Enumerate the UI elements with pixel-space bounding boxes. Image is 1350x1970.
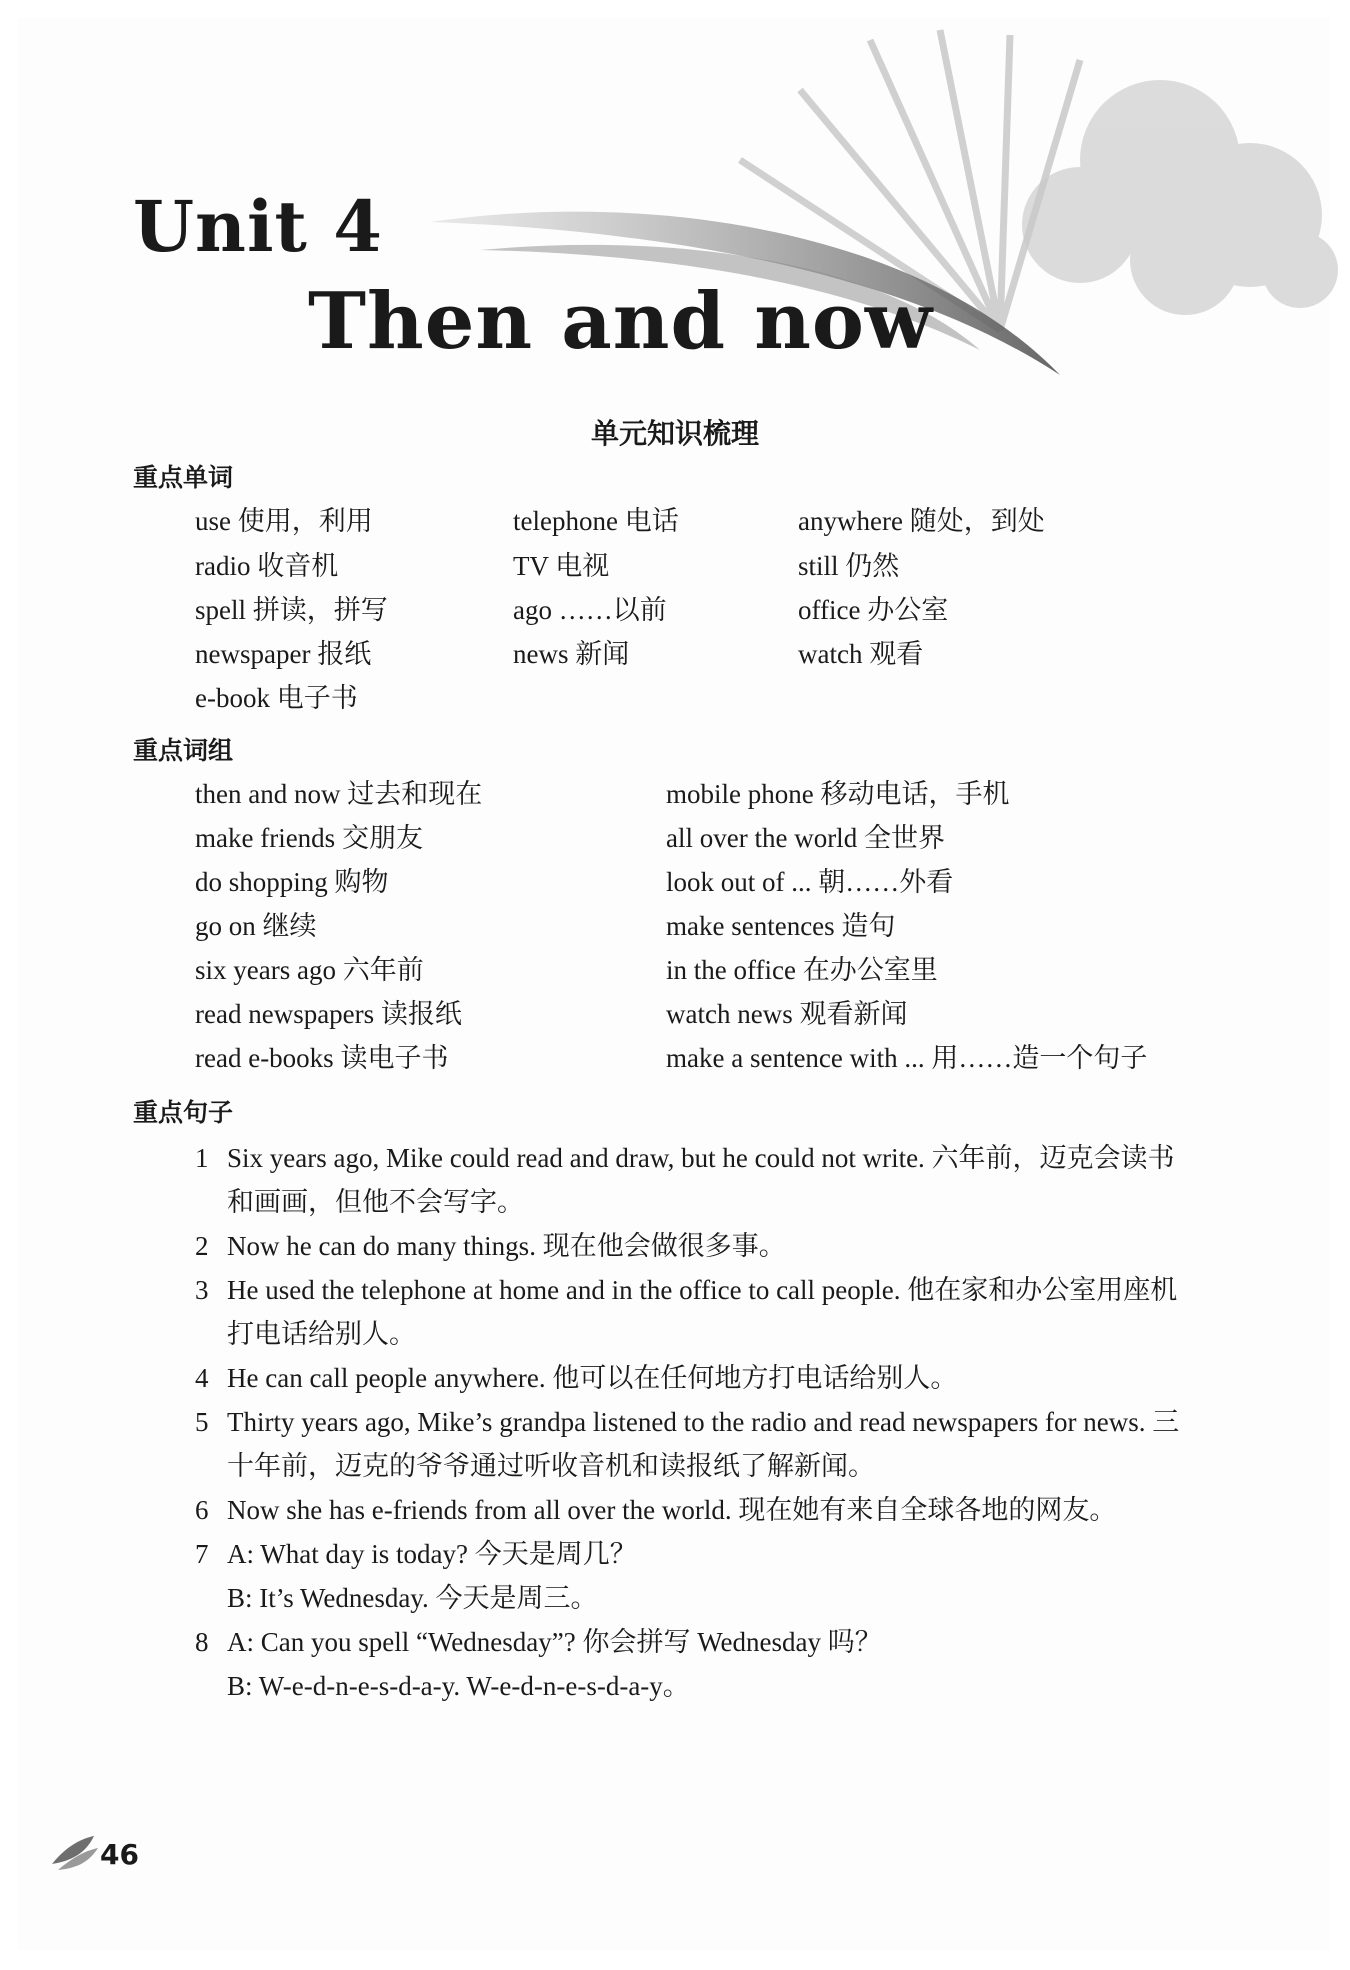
sentence-text: Six years ago, Mike could read and draw, but he could not write. 六年前，迈克会读书和画画，但他不会写字。 xyxy=(227,1143,1175,1217)
phrase-en: in the office xyxy=(666,955,796,985)
word-en: still xyxy=(798,551,839,581)
word-en: news xyxy=(513,639,569,669)
phrase-zh: 观看新闻 xyxy=(799,999,908,1029)
phrase-item xyxy=(666,822,945,854)
word-item xyxy=(195,682,358,714)
phrase-en: do shopping xyxy=(195,867,328,897)
sentence-number: 4 xyxy=(195,1363,209,1393)
sentences-heading: 重点句子 xyxy=(133,1098,234,1127)
phrase-item xyxy=(195,954,424,986)
phrase-en: all over the world xyxy=(666,823,858,853)
phrase-item xyxy=(195,1042,448,1074)
word-zh: 收音机 xyxy=(257,551,339,581)
phrase-zh: 购物 xyxy=(334,867,389,897)
word-en: radio xyxy=(195,551,251,581)
word-zh: 电视 xyxy=(555,551,610,581)
phrase-item xyxy=(666,778,1009,810)
word-zh: 电子书 xyxy=(276,683,358,713)
sentence-text: Now she has e-friends from all over the world. 现在她有来自全球各地的网友。 xyxy=(227,1495,1117,1525)
sentence-text: B: It’s Wednesday. 今天是周三。 xyxy=(227,1583,598,1613)
phrase-en: make friends xyxy=(195,823,336,853)
word-item xyxy=(513,594,667,626)
sentence-text: He can call people anywhere. 他可以在任何地方打电话给别人。 xyxy=(227,1363,958,1393)
phrase-en: make sentences xyxy=(666,911,835,941)
word-zh: 新闻 xyxy=(575,639,630,669)
word-zh: 电话 xyxy=(624,506,679,536)
word-en: newspaper xyxy=(195,639,311,669)
sentence-text: B: W-e-d-n-e-s-d-a-y. W-e-d-n-e-s-d-a-y。 xyxy=(227,1671,690,1701)
sentence-number: 6 xyxy=(195,1495,209,1525)
word-item xyxy=(798,594,948,626)
word-item xyxy=(798,550,899,582)
phrase-en: mobile phone xyxy=(666,779,814,809)
phrase-item xyxy=(666,998,907,1030)
phrase-item xyxy=(666,954,938,986)
phrase-zh: 继续 xyxy=(262,911,317,941)
word-en: spell xyxy=(195,595,246,625)
section-heading: 单元知识梳理 xyxy=(590,417,759,450)
phrase-zh: 过去和现在 xyxy=(347,779,483,809)
words-heading: 重点单词 xyxy=(133,463,234,492)
phrase-item xyxy=(195,778,482,810)
phrase-en: watch news xyxy=(666,999,793,1029)
phrase-en: read newspapers xyxy=(195,999,375,1029)
cloud-shape xyxy=(1022,80,1338,315)
word-item xyxy=(513,505,679,537)
word-item xyxy=(195,638,371,670)
word-en: watch xyxy=(798,639,863,669)
word-en: anywhere xyxy=(798,506,903,536)
page-number: 46 xyxy=(100,1838,139,1871)
phrase-en: read e-books xyxy=(195,1043,334,1073)
word-zh: 观看 xyxy=(869,639,924,669)
phrase-zh: 用……造一个句子 xyxy=(931,1043,1148,1073)
word-en: ago xyxy=(513,595,552,625)
word-zh: 拼读，拼写 xyxy=(252,595,388,625)
phrase-zh: 读报纸 xyxy=(380,999,462,1029)
phrase-en: look out of ... xyxy=(666,867,812,897)
word-zh: 仍然 xyxy=(845,551,900,581)
word-en: telephone xyxy=(513,506,618,536)
sentence-number: 2 xyxy=(195,1231,209,1261)
phrase-item xyxy=(666,910,895,942)
phrase-zh: 移动电话，手机 xyxy=(820,779,1010,809)
sentence-number: 5 xyxy=(195,1407,209,1437)
word-item xyxy=(195,550,338,582)
sentence-number: 1 xyxy=(195,1143,209,1173)
sentence-number: 7 xyxy=(195,1539,209,1569)
phrase-zh: 六年前 xyxy=(342,955,424,985)
phrase-zh: 造句 xyxy=(841,911,896,941)
phrase-en: six years ago xyxy=(195,955,336,985)
word-en: TV xyxy=(513,551,549,581)
phrase-zh: 在办公室里 xyxy=(802,955,938,985)
sentence-text: Thirty years ago, Mike’s grandpa listened to the radio and read newspapers for news. 三十年前，迈克的爷爷通过听收音机和读报纸了解新闻。 xyxy=(227,1407,1180,1481)
word-en: office xyxy=(798,595,861,625)
phrase-zh: 读电子书 xyxy=(340,1043,449,1073)
phrase-en: then and now xyxy=(195,779,341,809)
phrase-zh: 交朋友 xyxy=(341,823,423,853)
word-zh: 办公室 xyxy=(867,595,949,625)
unit-title: Then and now xyxy=(308,276,934,367)
word-item xyxy=(798,638,923,670)
phrase-en: go on xyxy=(195,911,256,941)
phrase-item xyxy=(195,910,317,942)
phrase-zh: 全世界 xyxy=(863,823,945,853)
unit-label: Unit 4 xyxy=(133,185,383,268)
phrase-en: make a sentence with ... xyxy=(666,1043,925,1073)
phrase-item xyxy=(195,998,462,1030)
phrase-item xyxy=(666,866,953,898)
word-zh: 随处，到处 xyxy=(909,506,1045,536)
sentence-text: Now he can do many things. 现在他会做很多事。 xyxy=(227,1231,786,1261)
word-en: e-book xyxy=(195,683,270,713)
phrase-item xyxy=(666,1042,1147,1074)
phrase-item xyxy=(195,866,389,898)
sentence-number: 3 xyxy=(195,1275,209,1305)
phrase-item xyxy=(195,822,423,854)
sentence-text: He used the telephone at home and in the office to call people. 他在家和办公室用座机打电话给别人。 xyxy=(227,1275,1178,1349)
word-zh: ……以前 xyxy=(558,595,667,625)
word-item xyxy=(798,505,1045,537)
word-zh: 使用，利用 xyxy=(237,506,373,536)
phrases-heading: 重点词组 xyxy=(133,736,234,765)
word-item xyxy=(195,505,373,537)
sentence-text: A: What day is today? 今天是周几？ xyxy=(227,1539,637,1569)
phrase-zh: 朝……外看 xyxy=(818,867,954,897)
word-item xyxy=(513,550,609,582)
word-item xyxy=(513,638,629,670)
word-zh: 报纸 xyxy=(317,639,372,669)
word-item xyxy=(195,594,388,626)
sentence-number: 8 xyxy=(195,1627,209,1657)
word-en: use xyxy=(195,506,231,536)
sentence-text: A: Can you spell “Wednesday”? 你会拼写 Wednesday 吗？ xyxy=(227,1627,882,1657)
